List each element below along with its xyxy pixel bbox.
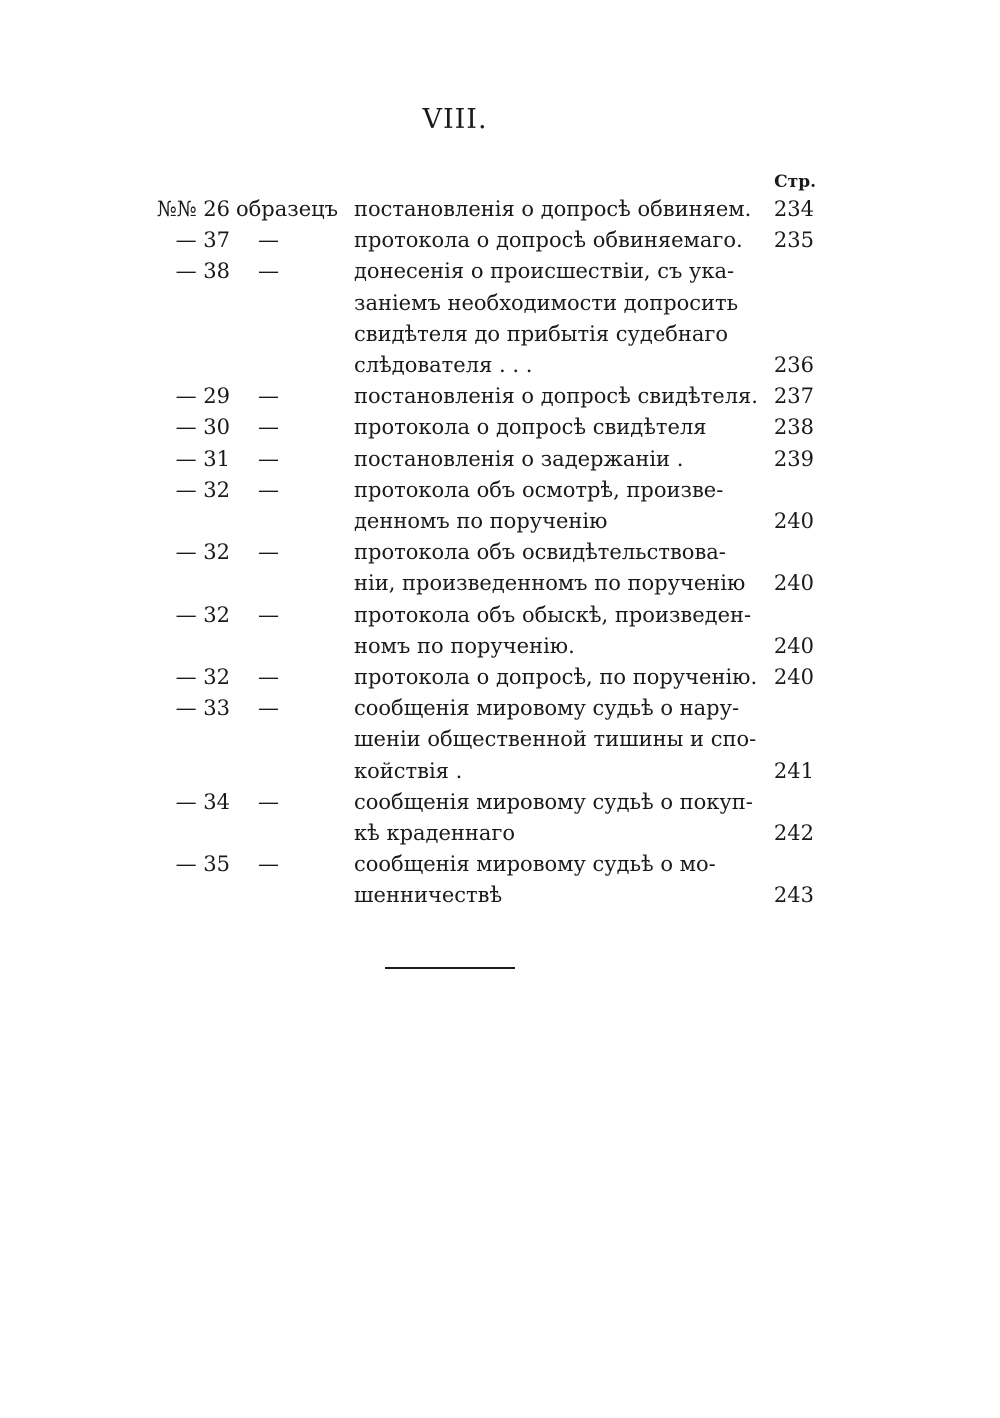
entry-description: кѣ краденнаго <box>354 821 516 845</box>
page-number: VIII. <box>422 104 488 135</box>
page-reference: 240 <box>773 633 814 658</box>
entry-description: постановленія о допросѣ обвиняем. <box>354 197 752 221</box>
toc-row <box>0 444 1000 475</box>
entry-description: постановленія о допросѣ свидѣтеля. <box>354 384 758 409</box>
form-label: — <box>258 540 279 565</box>
page-reference: 234 <box>773 197 814 221</box>
entry-description: донесенія о происшествіи, съ ука- <box>354 259 735 284</box>
entry-description: постановленія о задержаніи . <box>354 446 684 471</box>
toc-row <box>0 475 1000 506</box>
toc-row <box>0 568 1000 599</box>
toc-row <box>0 256 1000 287</box>
toc-row <box>0 319 1000 350</box>
form-number: — 32 <box>175 602 230 627</box>
form-label: — <box>258 384 279 409</box>
entry-description: шеніи общественной тишины и спо- <box>354 727 757 752</box>
entry-description: слѣдователя . . . <box>354 353 533 377</box>
form-number: — 29 <box>175 384 230 409</box>
form-number: — 31 <box>175 446 230 471</box>
form-label: — <box>258 665 279 689</box>
form-label: — <box>258 259 279 284</box>
form-label: — <box>258 415 279 440</box>
form-label: — <box>258 696 279 721</box>
form-number: — 34 <box>175 789 230 814</box>
form-label: — <box>258 446 279 471</box>
toc-row <box>0 818 1000 849</box>
page-column-header: Стр. <box>774 172 816 192</box>
form-number: — 37 <box>175 228 230 253</box>
toc-row <box>0 600 1000 631</box>
entry-description: койствія . <box>354 758 463 783</box>
entry-description: номъ по порученію. <box>354 633 575 658</box>
toc-row <box>0 537 1000 568</box>
toc-row <box>0 693 1000 724</box>
toc-row <box>0 880 1000 911</box>
page-reference: 240 <box>773 509 814 533</box>
page-reference: 238 <box>773 415 814 440</box>
form-number: — 38 <box>175 259 230 284</box>
entry-description: протокола объ освидѣтельствова- <box>354 540 726 565</box>
toc-row <box>0 381 1000 412</box>
entry-description: протокола о допросѣ, по порученію. <box>354 665 758 689</box>
page-reference: 239 <box>773 446 814 471</box>
entry-description: сообщенія мировому судьѣ о покуп- <box>354 789 753 814</box>
page-reference: 243 <box>773 883 814 908</box>
form-number: — 33 <box>175 696 230 721</box>
entry-description: заніемъ необходимости допросить <box>354 290 739 315</box>
entry-description: протокола о допросѣ обвиняемаго. <box>354 228 743 253</box>
toc-row <box>0 662 1000 693</box>
toc-row <box>0 724 1000 755</box>
page-reference: 235 <box>773 228 814 253</box>
page-reference: 240 <box>773 571 814 596</box>
closing-rule <box>385 967 515 969</box>
entry-description: свидѣтеля до прибытія судебнаго <box>354 321 729 346</box>
entry-description: денномъ по порученію <box>354 509 608 533</box>
form-label: — <box>258 477 279 502</box>
form-label: — <box>258 852 279 877</box>
toc-row <box>0 849 1000 880</box>
form-number: — 32 <box>175 665 230 689</box>
toc-row <box>0 194 1000 225</box>
page-reference: 236 <box>773 353 814 377</box>
toc-row <box>0 350 1000 381</box>
form-number: — 32 <box>175 477 230 502</box>
entry-description: протокола о допросѣ свидѣтеля <box>354 415 707 440</box>
form-label: образецъ <box>236 197 338 221</box>
entry-description: протокола объ осмотрѣ, произве- <box>354 477 724 502</box>
page-reference: 237 <box>773 384 814 409</box>
toc-row <box>0 225 1000 256</box>
toc-row <box>0 288 1000 319</box>
toc-row <box>0 631 1000 662</box>
toc-row <box>0 506 1000 537</box>
toc-row <box>0 787 1000 818</box>
page-reference: 240 <box>773 665 814 689</box>
form-number: — 32 <box>175 540 230 565</box>
entry-description: ніи, произведенномъ по порученію <box>354 571 746 596</box>
form-label: — <box>258 789 279 814</box>
form-number: №№ 26 <box>156 197 230 221</box>
form-label: — <box>258 228 279 253</box>
entry-description: шенничествѣ <box>354 883 503 908</box>
form-label: — <box>258 602 279 627</box>
entry-description: сообщенія мировому судьѣ о нару- <box>354 696 740 721</box>
toc-row <box>0 412 1000 443</box>
entry-description: сообщенія мировому судьѣ о мо- <box>354 852 716 877</box>
entry-description: протокола объ обыскѣ, произведен- <box>354 602 752 627</box>
page-reference: 242 <box>773 821 814 845</box>
page-reference: 241 <box>773 758 814 783</box>
form-number: — 35 <box>175 852 230 877</box>
form-number: — 30 <box>175 415 230 440</box>
toc-row <box>0 756 1000 787</box>
